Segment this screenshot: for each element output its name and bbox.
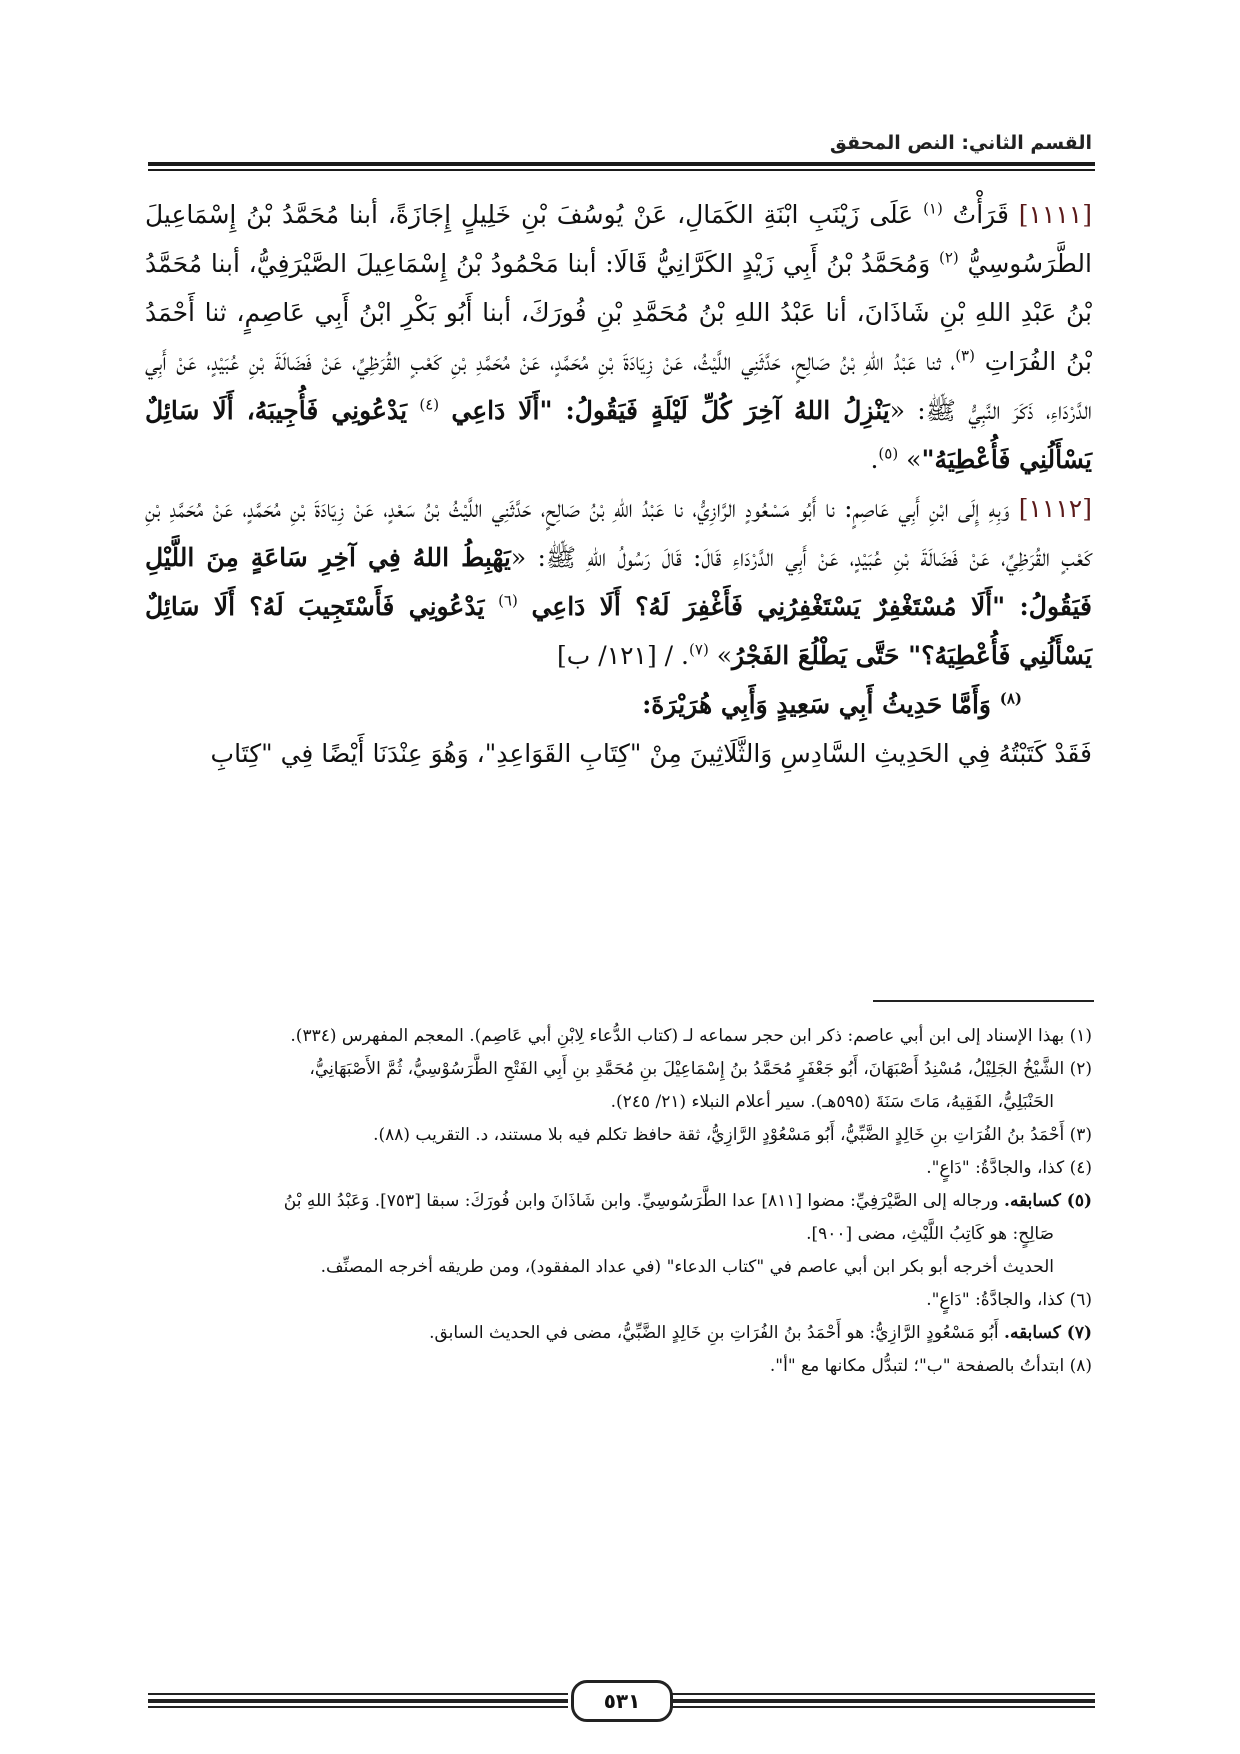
section-paragraph: فَقَدْ كَتَبْتُهُ فِي الحَدِيثِ السَّادِسِ وَالثَّلَاثِينَ مِنْ "كِتَابِ القَوَاعِدِ"، وَهُوَ عِنْدَنَا أَيْضًا فِي "كِتَابِ xyxy=(210,739,1092,768)
prophetic-text: يَدْعُونِي فَأَسْتَجِيبَ لَهُ؟ أَلَا سَائِلٌ يَسْأَلُنِي فَأُعْطِيَهُ؟" حَتَّى يَطْلُعَ الفَجْرُ xyxy=(145,592,1092,670)
footnote-label: (٥) كسابقه. xyxy=(1004,1191,1092,1211)
prophetic-text: يَدْعُونِي فَأُجِيبَهُ، أَلَا سَائِلٌ يَسْأَلُنِي فَأُعْطِيَهُ" xyxy=(145,396,1092,474)
footnote-6: (٦) كذا، والجادَّةُ: "دَاعٍ". xyxy=(926,1290,1092,1310)
footnote-1: (١) بهذا الإسناد إلى ابن أبي عاصم: ذكر ابن حجر سماعه لـ (كتاب الدُّعاء لِابْنِ أبي عَاصِم). المعجم المفهرس (٣٣٤). xyxy=(290,1026,1092,1046)
footnote-2: (٢) الشَّيْخُ الجَلِيْلُ، مُسْنِدُ أَصْبَهَانَ، أَبُو جَعْفَرٍ مُحَمَّدُ بنُ إِسْمَاعِيْلَ بنِ مُحَمَّدِ بنِ أَبِي الفَتْحِ الطَّرَسُوْسِيُّ، ثُمَّ الأَصْبَهَانِيُّ، xyxy=(309,1059,1092,1079)
footer-rule-left xyxy=(148,1699,568,1703)
header-rule-thick xyxy=(148,162,1095,166)
hadith-text: وَمُحَمَّدُ بْنُ أَبِي زَيْدٍ الكَرَّانِيُّ قَالَا: أبنا مَحْمُودُ بْنُ إِسْمَاعِيلَ الصَّيْرَفِيُّ، أبنا مُحَمَّدُ بْنُ عَبْدِ اللهِ بْنِ شَاذَانَ، أنا عَبْدُ اللهِ بْنُ مُحَمَّدِ بْنِ فُورَكَ، أبنا أَبُو بَكْرِ ابْنُ أَبِي عَاصِمٍ، ثنا أَحْمَدُ بْنُ الفُرَاتِ xyxy=(145,249,1092,376)
footnote-3: (٣) أَحْمَدُ بنُ الفُرَاتِ بنِ خَالِدٍ الضَّبِّيُّ، أَبُو مَسْعُوْدٍ الرَّازِيُّ، ثقة حافظ تكلم فيه بلا مستند، د. التقريب (٨٨). xyxy=(373,1125,1092,1145)
footnote-ref: (٢) xyxy=(938,248,959,267)
footnote-ref: (٨) xyxy=(999,689,1022,708)
prophetic-text: يَهْبِطُ اللهُ فِي آخِرِ سَاعَةٍ مِنَ اللَّيْلِ فَيَقُولُ: "أَلَا مُسْتَغْفِرٌ يَسْتَغْفِرُنِي فَأَغْفِرَ لَهُ؟ أَلَا دَاعِي xyxy=(145,543,1092,621)
footnote-label: (٧) كسابقه. xyxy=(1004,1323,1092,1343)
hadith-text: ، ثنا عَبْدُ اللهِ بْنُ صَالِحٍ، حَدَّثَنِي اللَّيْثُ، عَنْ زِيَادَةَ بْنِ مُحَمَّدٍ، عَنْ مُحَمَّدِ بْنِ كَعْبٍ القُرَظِيِّ، عَنْ فَضَالَةَ بْنِ عُبَيْدٍ، عَنْ أَبِي الدَّرْدَاءِ، ذَكَرَ النَّبِيُّ ﷺ: « xyxy=(145,347,1092,425)
hadith-text: وَبِهِ إِلَى ابْنِ أَبِي عَاصِمٍ: نا أَبُو مَسْعُودٍ الرَّازِيُّ، نا عَبْدُ اللهِ بْنُ صَالِحٍ، حَدَّثَنِي اللَّيْثُ بْنُ سَعْدٍ، عَنْ زِيَادَةَ بْنِ مُحَمَّدٍ، عَنْ مُحَمَّدِ بْنِ كَعْبٍ القُرَظِيِّ، عَنْ فَضَالَةَ بْنِ عُبَيْدٍ، عَنْ أَبِي الدَّرْدَاءِ قَالَ: قَالَ رَسُولُ اللهِ ﷺ: « xyxy=(145,494,1092,572)
footnote-ref: (٤) xyxy=(419,395,440,414)
hadith-text: » xyxy=(906,445,922,474)
running-header: القسم الثاني: النص المحقق xyxy=(829,132,1092,154)
footnote-ref: (٦) xyxy=(498,591,518,610)
hadith-text: قَرَأْتُ xyxy=(952,200,1009,229)
header-rule-thin xyxy=(148,169,1095,171)
footnote-2-cont: الحَنْبَلِيُّ، الفَقِيهُ، مَاتَ سَنَةَ (٥٩٥هـ). سير أعلام النبلاء (٢١/ ٢٤٥). xyxy=(610,1092,1054,1112)
footer-rule-right xyxy=(670,1699,1095,1703)
footnote-4: (٤) كذا، والجادَّةُ: "دَاعٍ". xyxy=(926,1158,1092,1178)
footnote-ref: (٥) xyxy=(878,444,899,463)
footnote-5-cont: صَالِحٍ: هو كَاتِبُ اللَّيْثِ، مضى [٩٠٠]. xyxy=(806,1224,1054,1244)
footnote-7 xyxy=(145,1317,1092,1350)
footnote-5 xyxy=(145,1185,1092,1218)
heading-text: وَأَمَّا حَدِيثُ أَبِي سَعِيدٍ وَأَبِي هُرَيْرَةَ: xyxy=(642,690,991,719)
footer-rule-left xyxy=(148,1706,568,1708)
hadith-1112 xyxy=(145,484,1092,680)
footnote-ref: (٣) xyxy=(955,346,975,365)
footer-rule-left xyxy=(148,1693,568,1695)
hadith-number: [١١١٢] xyxy=(1018,494,1092,523)
footer-rule-right xyxy=(670,1706,1095,1708)
hadith-text: . / [١٢١/ ب] xyxy=(557,641,690,670)
footnote-5-note: الحديث أخرجه أبو بكر ابن أبي عاصم في "كتاب الدعاء" (في عداد المفقود)، ومن طريقه أخرجه المصنِّف. xyxy=(320,1257,1054,1277)
hadith-text: » xyxy=(716,641,733,670)
footnote-text: أَبُو مَسْعُودٍ الرَّازِيُّ: هو أَحْمَدُ بنُ الفُرَاتِ بنِ خَالِدٍ الضَّبِّيُّ، مضى في الحديث السابق. xyxy=(429,1323,999,1343)
footnote-separator xyxy=(873,1000,1094,1002)
section-heading xyxy=(145,680,1092,729)
footnote-ref: (١) xyxy=(923,199,943,218)
footnote-8: (٨) ابتدأتُ بالصفحة "ب"؛ لتبدُّل مكانها مع "أ". xyxy=(769,1356,1092,1376)
footnotes xyxy=(145,1020,1092,1383)
page-number: ٥٣١ xyxy=(571,1680,673,1722)
main-text xyxy=(145,190,1092,778)
hadith-text: . xyxy=(870,445,879,474)
footnote-ref: (٧) xyxy=(689,640,709,659)
hadith-1111 xyxy=(145,190,1092,484)
footer-rule-right xyxy=(670,1693,1095,1695)
footnote-text: ورجاله إلى الصَّيْرَفِيِّ: مضوا [٨١١] عدا الطَّرَسُوسِيِّ. وابن شَاذَانَ وابن فُورَكَ: سبقا [٧٥٣]. وَعَبْدُ اللهِ بْنُ xyxy=(283,1191,999,1211)
hadith-number: [١١١١] xyxy=(1018,200,1092,229)
hadith-text: عَلَى زَيْنَبِ ابْنَةِ الكَمَالِ، عَنْ يُوسُفَ بْنِ خَلِيلٍ إِجَازَةً، أبنا مُحَمَّدُ بْنُ إِسْمَاعِيلَ الطَّرَسُوسِيُّ xyxy=(145,200,1092,278)
prophetic-text: يَنْزِلُ اللهُ آخِرَ كُلِّ لَيْلَةٍ فَيَقُولُ: "أَلَا دَاعِي xyxy=(451,396,890,425)
